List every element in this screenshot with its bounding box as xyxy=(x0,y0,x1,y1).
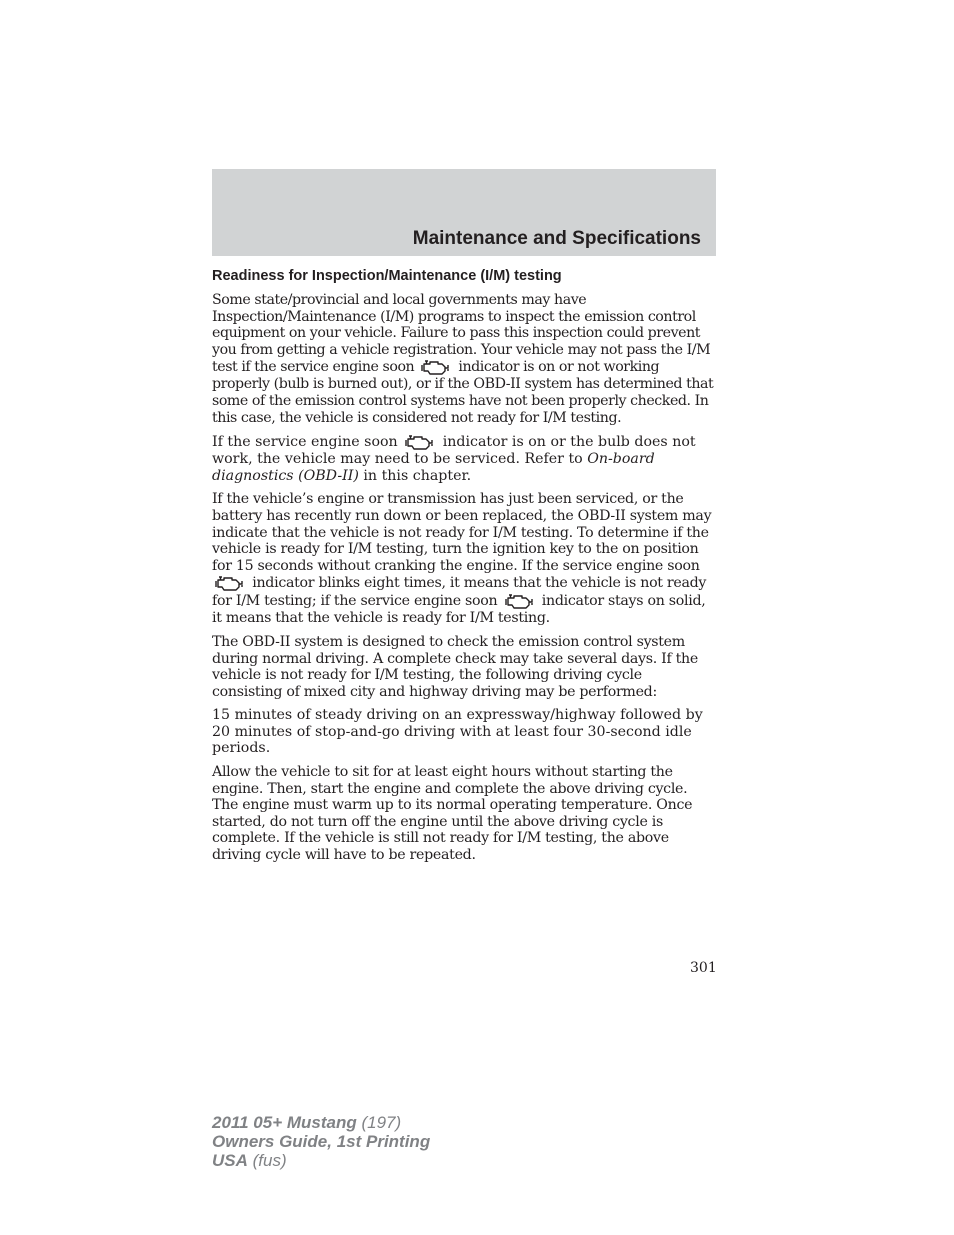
check-engine-icon xyxy=(505,592,535,610)
footer-line-1 xyxy=(212,1113,430,1132)
paragraph-2-text-a: If the service engine soon xyxy=(212,434,398,451)
paragraph-3-text-b: indicator blinks eight times, it means that the vehicle is not ready for I/M testing; if the service engine soon xyxy=(212,575,707,610)
section-title: Maintenance and Specifications xyxy=(412,228,701,249)
footer-model: 2011 05+ Mustang xyxy=(212,1113,357,1132)
paragraph-1 xyxy=(212,292,716,426)
paragraph-6: Allow the vehicle to sit for at least eight hours without starting the engine. Then, start the engine and complete the above driving cycle. The engine must warm up to its normal operating temperature. Once started, do not turn off the engine until the above driving cycle is complete. If the vehicle is still not ready for I/M testing, the above driving cycle will have to be repeated. xyxy=(212,764,693,864)
obd-ii-reference: On-board diagnostics (OBD-II) xyxy=(212,451,655,484)
paragraph-2-text-b: indicator is on or the bulb does not work, the vehicle may need to be serviced. Refer to xyxy=(212,434,696,468)
footer-line-3 xyxy=(212,1151,430,1170)
check-engine-icon xyxy=(405,433,435,451)
page-content xyxy=(212,267,716,871)
page-number: 301 xyxy=(690,960,717,976)
paragraph-3 xyxy=(212,491,716,627)
paragraph-2 xyxy=(212,433,716,484)
footer-market-code: (fus) xyxy=(247,1151,287,1170)
section-header-band xyxy=(212,169,716,256)
paragraph-3-text-a: If the vehicle’s engine or transmission has just been serviced, or the battery has recently run down or been replaced, the OBD-II system may indicate that the vehicle is not ready for I/M testing. To determine if the vehicle is ready for I/M testing, turn the ignition key to the on position for 15 seconds without cranking the engine. If the service engine soon xyxy=(212,491,712,574)
paragraph-2-text-c: in this chapter. xyxy=(363,467,472,484)
paragraph-4: The OBD-II system is designed to check the emission control system during normal driving. A complete check may take several days. If the vehicle is not ready for I/M testing, the following driving cycle consisting of mixed city and highway driving may be performed: xyxy=(212,633,698,700)
paragraph-3-text-c: indicator stays on solid, it means that the vehicle is ready for I/M testing. xyxy=(212,593,706,627)
subsection-heading: Readiness for Inspection/Maintenance (I/M) testing xyxy=(212,268,562,284)
paragraph-1-text-b: indicator is on or not working properly (bulb is burned out), or if the OBD-II system has determined that some of the emission control systems have not been properly checked. In this case, the vehicle is considered not ready for I/M testing. xyxy=(212,359,714,426)
footer-publication-info xyxy=(212,1113,430,1170)
footer-line-2: Owners Guide, 1st Printing xyxy=(212,1132,431,1151)
check-engine-icon xyxy=(421,358,451,376)
footer-market: USA xyxy=(212,1151,248,1170)
check-engine-icon xyxy=(215,574,245,592)
paragraph-1-text-a: Some state/provincial and local governments may have Inspection/Maintenance (I/M) programs to inspect the emission control equipment on your vehicle. Failure to pass this inspection could prevent you from getting a vehicle registration. Your vehicle may not pass the I/M test if the service engine soon xyxy=(212,292,711,376)
footer-model-code: (197) xyxy=(356,1113,402,1132)
paragraph-5: 15 minutes of steady driving on an expressway/highway followed by 20 minutes of stop-and-go driving with at least four 30-second idle periods. xyxy=(212,707,703,757)
